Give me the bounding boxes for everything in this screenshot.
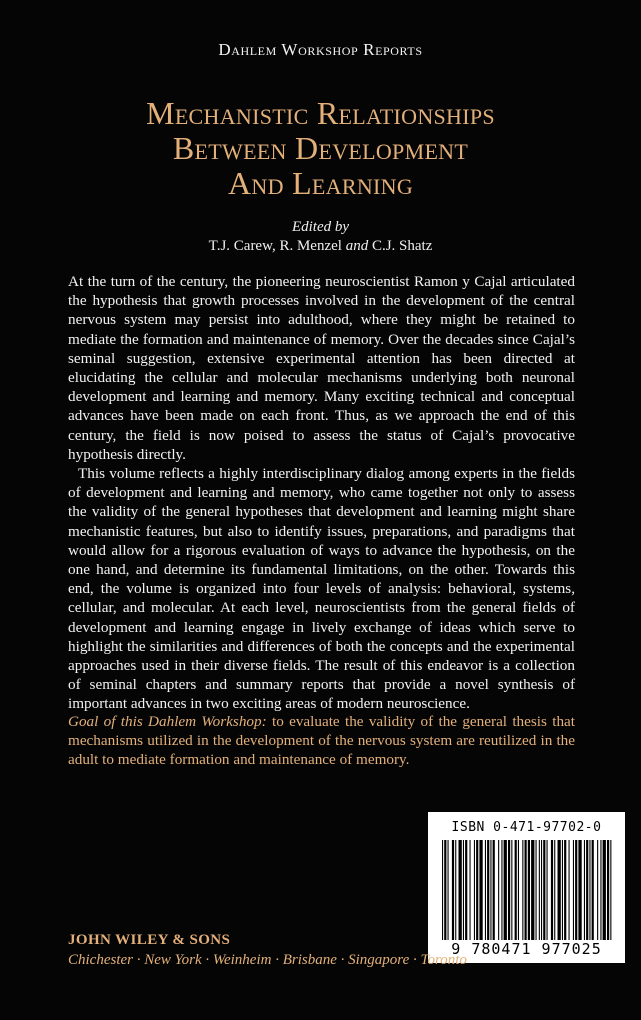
barcode-bar <box>452 840 454 940</box>
barcode-bar <box>528 840 530 940</box>
barcode-bar <box>547 840 548 940</box>
barcode-bar <box>586 840 588 940</box>
description-paragraph-2: This volume reflects a highly interdisciplinary dialog among experts in the fields of development and learning and memory, who came together not only to assess the validity of the general hypotheses that development and learning might share mechanistic features, but also to identify issues, preparations, and paradigms that would allow for a rigorous evaluation of ways to advance the hypothesis, on the one hand, and determine its fundamental limitations, on the other. Towards this end, the volume is organized into four levels of analysis: behavioral, systems, cellular, and molecular. At each level, neuroscientists from the general fields of development and learning engage in lively exchange of ideas which serve to highlight the similarities and differences of both the concepts and the experimental approaches used in their diverse fields. The result of this endeavor is a collection of seminal chapters and summary reports that provide a novel synthesis of important advances in two exciting areas of modern neuroscience. <box>68 465 575 713</box>
editor-names <box>0 237 641 256</box>
series-name: Dahlem Workshop Reports <box>218 40 423 59</box>
publisher-name: JOHN WILEY & SONS <box>68 932 231 948</box>
barcode-bar <box>592 840 594 940</box>
barcode-bar <box>511 840 512 940</box>
barcode-bar <box>564 840 566 940</box>
barcode-bar <box>442 840 443 940</box>
goal-lead: Goal of this Dahlem Workshop: <box>68 713 267 730</box>
barcode-bar <box>515 840 517 940</box>
isbn-barcode <box>428 812 625 963</box>
barcode-bar <box>518 840 519 940</box>
editor-names-last: C.J. Shatz <box>371 238 433 254</box>
editor-names-first: T.J. Carew, R. Menzel <box>208 238 342 254</box>
isbn-number: ISBN 0-471-97702-0 <box>451 820 602 835</box>
barcode-bar <box>444 840 446 940</box>
workshop-goal <box>68 712 575 770</box>
barcode-bar <box>470 840 471 940</box>
ean-number: 9 780471 977025 <box>451 940 602 958</box>
description-body <box>68 272 575 714</box>
goal-text: to evaluate the validity of the general thesis that mechanisms utilized in the development of the nervous system are reutilized in the adult to mediate formation and maintenance of memory. <box>68 713 575 769</box>
description-paragraph-1: At the turn of the century, the pioneering neuroscientist Ramon y Cajal articulated the hypothesis that growth processes involved in the development of the central nervous system may persist into adulthood, where they might be retained to mediate the formation and maintenance of memory. Over the decades since Cajal’s seminal suggestion, extensive experimental attention has been directed at elucidating the cellular and molecular mechanisms underlying both neuronal development and learning and memory. Many exciting technical and conceptual advances have been made on each front. Thus, as we approach the end of this century, the field is now poised to assess the status of Cajal’s provocative hypothesis directly. <box>68 273 575 463</box>
barcode-bar <box>476 840 478 940</box>
barcode-bar <box>554 840 555 940</box>
barcode-bar <box>541 840 542 940</box>
barcode-bar <box>607 840 609 940</box>
barcode-bar <box>539 840 540 940</box>
barcode-bar <box>603 840 606 940</box>
barcode-bar <box>455 840 456 940</box>
barcode-bar <box>474 840 475 940</box>
editor-and: and <box>345 238 369 254</box>
barcode-bar <box>558 840 561 940</box>
book-title <box>0 96 641 201</box>
barcode-bar <box>584 840 585 940</box>
barcode-bars <box>442 840 612 940</box>
barcode-bar <box>551 840 553 940</box>
barcode-bar <box>490 840 491 940</box>
publisher-cities: Chichester · New York · Weinheim · Brisbane · Singapore · Toronto <box>68 952 467 968</box>
barcode-bar <box>485 840 486 940</box>
barcode-bar <box>487 840 489 940</box>
barcode-bar <box>525 840 527 940</box>
barcode-bar <box>479 840 482 940</box>
barcode-bar <box>578 840 581 940</box>
barcode-bar <box>504 840 507 940</box>
barcode-bar <box>600 840 601 940</box>
barcode-bar <box>610 840 611 940</box>
barcode-bar <box>536 840 537 940</box>
barcode-bar <box>569 840 570 940</box>
barcode-bar <box>465 840 467 940</box>
barcode-bar <box>459 840 462 940</box>
barcode-bar <box>531 840 534 940</box>
barcode-bar <box>448 840 449 940</box>
barcode-bar <box>562 840 563 940</box>
edited-by-label: Edited by <box>291 219 350 235</box>
title-line-1: Mechanistic Relationships <box>146 95 495 131</box>
editors-block <box>0 218 641 256</box>
barcode-bar <box>508 840 510 940</box>
title-line-3: And Learning <box>227 165 414 201</box>
barcode-bar <box>493 840 495 940</box>
barcode-bar <box>597 840 598 940</box>
barcode-bar <box>498 840 499 940</box>
barcode-bar <box>463 840 464 940</box>
barcode-bar <box>573 840 574 940</box>
barcode-bar <box>575 840 577 940</box>
barcode-bar <box>501 840 502 940</box>
barcode-bar <box>543 840 545 940</box>
barcode-bar <box>589 840 590 940</box>
barcode-bar <box>522 840 523 940</box>
title-line-2: Between Development <box>172 130 469 166</box>
